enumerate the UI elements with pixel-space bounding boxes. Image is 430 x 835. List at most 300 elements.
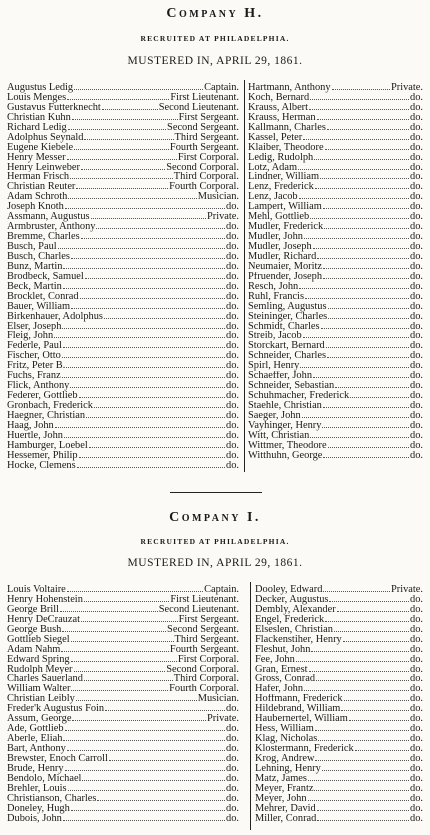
- soldier-rank: do.: [410, 614, 423, 625]
- soldier-name: Fischer, Otto: [7, 351, 61, 362]
- soldier-name: Adam Schroth: [7, 192, 68, 203]
- soldier-rank: Fourth Corporal.: [169, 684, 239, 695]
- roster-row: [255, 645, 423, 655]
- dot-leader: [84, 595, 169, 602]
- roster-row: [248, 351, 423, 361]
- dot-leader: [62, 351, 225, 358]
- dot-leader: [74, 665, 166, 672]
- dot-leader: [86, 411, 225, 418]
- soldier-rank: do.: [410, 132, 423, 143]
- roster-row: [7, 312, 239, 322]
- soldier-name: Haegner, Christian: [7, 410, 86, 421]
- soldier-name: Engel, Frederick: [255, 614, 325, 625]
- soldier-name: Lotz, Adam: [248, 162, 298, 173]
- soldier-rank: Fourth Sergeant.: [169, 142, 239, 153]
- soldier-rank: do.: [410, 391, 423, 401]
- soldier-rank: do.: [226, 351, 239, 362]
- soldier-name: Mehrer, David: [255, 803, 316, 814]
- dot-leader: [55, 421, 225, 428]
- roster-row: [7, 341, 239, 351]
- roster-row: [255, 814, 423, 824]
- soldier-name: Armbruster, Anthony: [7, 222, 96, 233]
- soldier-name: Assmann, Augustus: [7, 212, 90, 223]
- dot-leader: [310, 212, 409, 219]
- dot-leader: [322, 764, 409, 771]
- roster-row: [248, 212, 423, 222]
- roster-row: [7, 451, 239, 461]
- soldier-rank: do.: [226, 281, 239, 292]
- soldier-name: Vayhinger, Henry: [248, 420, 322, 431]
- soldier-name: Neumaier, Moritz: [248, 261, 323, 272]
- roster-row: [7, 351, 239, 361]
- roster-row: [7, 655, 239, 665]
- soldier-rank: do.: [410, 684, 423, 695]
- dot-leader: [315, 724, 409, 731]
- roster-row: [248, 153, 423, 163]
- soldier-name: Meyer, Frantz: [255, 783, 314, 794]
- dot-leader: [337, 605, 409, 612]
- roster-row: [248, 83, 423, 93]
- roster-row: [7, 302, 239, 312]
- soldier-rank: do.: [410, 92, 423, 103]
- roster-row: [7, 123, 239, 133]
- roster-row: [248, 252, 423, 262]
- roster-row: [248, 202, 423, 212]
- soldier-rank: do.: [226, 331, 239, 342]
- soldier-name: Semling, Augustus: [248, 301, 327, 312]
- dot-leader: [68, 123, 166, 130]
- soldier-name: Wittmer, Theodore: [248, 440, 327, 451]
- dot-leader: [68, 784, 225, 791]
- soldier-rank: do.: [410, 232, 423, 242]
- soldier-name: Busch, Charles: [7, 251, 70, 262]
- soldier-name: Brocklet, Conrad: [7, 291, 79, 302]
- soldier-name: Schneider, Sebastian: [248, 381, 335, 392]
- soldier-name: Krauss, Albert: [248, 102, 309, 113]
- soldier-name: Hess, William: [255, 724, 314, 735]
- soldier-name: Dooley, Edward: [255, 585, 323, 595]
- dot-leader: [96, 222, 225, 229]
- soldier-name: Schneider, Charles: [248, 351, 327, 362]
- roster-row: [7, 282, 239, 292]
- roster-row: [248, 103, 423, 113]
- soldier-name: Christian Reuter: [7, 182, 76, 193]
- dot-leader: [355, 744, 409, 751]
- dot-leader: [325, 615, 409, 622]
- dot-leader: [323, 401, 409, 408]
- dot-leader: [308, 774, 409, 781]
- soldier-rank: do.: [410, 281, 423, 292]
- roster-row: [248, 292, 423, 302]
- soldier-name: Henry Leinweber: [7, 162, 80, 173]
- roster-row: [248, 381, 423, 391]
- dot-leader: [304, 684, 409, 691]
- roster-row: [248, 431, 423, 441]
- roster-row: [255, 794, 423, 804]
- roster-row: [7, 714, 239, 724]
- roster-row: [255, 605, 423, 615]
- soldier-rank: Second Lieutenant.: [158, 102, 239, 113]
- soldier-rank: do.: [226, 460, 239, 471]
- roster-row: [248, 282, 423, 292]
- dot-leader: [317, 814, 409, 821]
- soldier-name: Ruhl, Francis: [248, 291, 304, 302]
- company-h-column-divider: [244, 80, 245, 472]
- company-i-right-column: [255, 585, 423, 824]
- roster-row: [255, 714, 423, 724]
- roster-row: [7, 814, 239, 824]
- dot-leader: [63, 341, 225, 348]
- dot-leader: [81, 615, 178, 622]
- soldier-name: Flackenstiher, Henry: [255, 634, 342, 645]
- soldier-name: Miller, Conrad: [255, 813, 317, 824]
- dot-leader: [74, 83, 203, 90]
- roster-row: [7, 222, 239, 232]
- soldier-name: Freder'k Augustus Foin: [7, 704, 105, 715]
- roster-row: [7, 774, 239, 784]
- soldier-name: Streib, Jacob: [248, 331, 302, 342]
- soldier-rank: do.: [410, 634, 423, 645]
- roster-row: [7, 262, 239, 272]
- soldier-rank: do.: [410, 430, 423, 441]
- roster-row: [7, 232, 239, 242]
- dot-leader: [309, 665, 409, 672]
- soldier-rank: Third Corporal.: [173, 674, 239, 685]
- roster-row: [7, 724, 239, 734]
- soldier-name: Gross, Conrad: [255, 674, 316, 685]
- dot-leader: [349, 714, 409, 721]
- soldier-name: Fritz, Peter B.: [7, 361, 66, 372]
- roster-row: [7, 361, 239, 371]
- roster-row: [7, 635, 239, 645]
- dot-leader: [320, 172, 409, 179]
- soldier-name: Fee, John: [255, 654, 295, 665]
- dot-leader: [311, 645, 409, 652]
- soldier-rank: do.: [410, 450, 423, 461]
- roster-row: [255, 674, 423, 684]
- roster-row: [7, 192, 239, 202]
- dot-leader: [91, 212, 206, 219]
- roster-row: [7, 212, 239, 222]
- dot-leader: [67, 585, 203, 592]
- soldier-rank: do.: [226, 222, 239, 233]
- soldier-rank: do.: [410, 704, 423, 715]
- dot-leader: [84, 133, 173, 140]
- soldier-name: Henry Hohenstein: [7, 594, 83, 605]
- soldier-name: Bart, Anthony: [7, 744, 66, 754]
- roster-row: [248, 421, 423, 431]
- soldier-name: Steininger, Charles: [248, 311, 328, 322]
- roster-row: [7, 292, 239, 302]
- soldier-name: Flick, Anthony: [7, 381, 70, 392]
- dot-leader: [327, 351, 409, 358]
- soldier-rank: do.: [410, 753, 423, 764]
- soldier-rank: Private.: [206, 212, 239, 223]
- soldier-name: Fleshut, John: [255, 644, 311, 655]
- soldier-rank: do.: [410, 793, 423, 804]
- company-i-column-divider: [250, 582, 251, 830]
- soldier-rank: do.: [226, 381, 239, 392]
- soldier-rank: do.: [410, 714, 423, 725]
- roster-row: [248, 451, 423, 461]
- soldier-rank: do.: [226, 242, 239, 252]
- dot-leader: [63, 262, 225, 269]
- soldier-rank: do.: [410, 440, 423, 451]
- roster-row: [255, 754, 423, 764]
- soldier-name: Resch, John: [248, 281, 299, 292]
- soldier-name: Christian Leibly: [7, 694, 75, 705]
- soldier-rank: do.: [226, 251, 239, 262]
- soldier-rank: do.: [226, 724, 239, 735]
- soldier-rank: do.: [410, 724, 423, 735]
- roster-row: [7, 163, 239, 173]
- dot-leader: [63, 282, 225, 289]
- soldier-rank: do.: [226, 793, 239, 804]
- soldier-name: Krog, Andrew: [255, 753, 315, 764]
- dot-leader: [329, 595, 409, 602]
- soldier-rank: do.: [410, 734, 423, 744]
- soldier-name: Hocke, Clemens: [7, 460, 76, 471]
- soldier-name: Busch, Paul: [7, 242, 57, 252]
- soldier-rank: First Lieutenant.: [170, 92, 239, 103]
- roster-row: [7, 595, 239, 605]
- soldier-name: Decker, Augustus: [255, 594, 329, 605]
- dot-leader: [68, 192, 196, 199]
- soldier-rank: Musician.: [197, 192, 239, 203]
- roster-row: [248, 411, 423, 421]
- soldier-name: Hamburger, Loebel: [7, 440, 88, 451]
- soldier-rank: do.: [226, 734, 239, 744]
- dot-leader: [341, 704, 409, 711]
- roster-row: [7, 401, 239, 411]
- dot-leader: [322, 421, 409, 428]
- soldier-rank: do.: [410, 381, 423, 392]
- soldier-rank: do.: [410, 242, 423, 252]
- soldier-rank: Third Sergeant.: [174, 132, 239, 143]
- soldier-rank: do.: [226, 401, 239, 411]
- soldier-name: Joseph Knoth: [7, 202, 64, 213]
- roster-row: [248, 391, 423, 401]
- soldier-name: Spirl, Henry: [248, 361, 300, 372]
- dot-leader: [65, 202, 225, 209]
- soldier-rank: do.: [410, 803, 423, 814]
- soldier-rank: Fourth Corporal.: [169, 182, 239, 193]
- dot-leader: [64, 431, 225, 438]
- dot-leader: [71, 252, 225, 259]
- soldier-rank: do.: [226, 291, 239, 302]
- roster-row: [7, 585, 239, 595]
- soldier-rank: do.: [410, 301, 423, 312]
- roster-row: [7, 421, 239, 431]
- dot-leader: [323, 202, 409, 209]
- dot-leader: [303, 133, 409, 140]
- dot-leader: [65, 724, 225, 731]
- roster-row: [255, 764, 423, 774]
- dot-leader: [67, 93, 169, 100]
- soldier-rank: do.: [226, 371, 239, 382]
- soldier-rank: do.: [410, 361, 423, 372]
- roster-row: [7, 133, 239, 143]
- roster-row: [7, 784, 239, 794]
- soldier-name: Fuchs, Franz: [7, 371, 61, 382]
- soldier-rank: Fourth Sergeant.: [169, 644, 239, 655]
- roster-row: [255, 774, 423, 784]
- roster-row: [7, 252, 239, 262]
- soldier-rank: Second Corporal.: [166, 664, 239, 675]
- dot-leader: [310, 93, 409, 100]
- roster-row: [255, 724, 423, 734]
- roster-row: [7, 744, 239, 754]
- soldier-name: Brude, Henry: [7, 763, 64, 774]
- soldier-name: Krauss, Herman: [248, 112, 316, 123]
- dot-leader: [62, 322, 225, 329]
- soldier-rank: do.: [410, 311, 423, 322]
- dot-leader: [344, 694, 409, 701]
- dot-leader: [67, 744, 225, 751]
- dot-leader: [314, 153, 409, 160]
- soldier-rank: do.: [410, 694, 423, 705]
- soldier-name: Matz, James: [255, 773, 307, 784]
- soldier-name: Schuhmacher, Frederick: [248, 391, 350, 401]
- soldier-rank: Private.: [206, 714, 239, 725]
- soldier-name: Schmidt, Charles: [248, 321, 320, 332]
- dot-leader: [323, 451, 409, 458]
- soldier-name: Doneley, Hugh: [7, 803, 70, 814]
- soldier-rank: do.: [226, 704, 239, 715]
- soldier-rank: do.: [410, 162, 423, 173]
- soldier-rank: Captain.: [204, 83, 239, 93]
- soldier-name: Edward Spring: [7, 654, 70, 665]
- dot-leader: [317, 252, 409, 259]
- roster-row: [7, 242, 239, 252]
- soldier-name: Kallmann, Charles: [248, 122, 326, 133]
- dot-leader: [81, 163, 165, 170]
- roster-row: [255, 655, 423, 665]
- dot-leader: [79, 451, 225, 458]
- dot-leader: [85, 272, 225, 279]
- soldier-name: Adam Nahm: [7, 644, 61, 655]
- soldier-name: Bremme, Charles: [7, 232, 80, 242]
- soldier-name: Bunz, Martin: [7, 261, 63, 272]
- soldier-rank: do.: [410, 624, 423, 635]
- soldier-rank: do.: [226, 763, 239, 774]
- soldier-rank: Private.: [390, 83, 423, 93]
- soldier-name: Huertle, John: [7, 430, 63, 441]
- soldier-rank: do.: [410, 212, 423, 223]
- soldier-rank: do.: [410, 813, 423, 824]
- soldier-rank: do.: [410, 202, 423, 213]
- roster-row: [255, 784, 423, 794]
- soldier-rank: do.: [226, 232, 239, 242]
- dot-leader: [315, 754, 409, 761]
- company-h-left-column: [7, 83, 239, 471]
- dot-leader: [302, 411, 409, 418]
- soldier-name: Henry DeCrauzat: [7, 614, 80, 625]
- soldier-rank: do.: [226, 773, 239, 784]
- roster-row: [7, 764, 239, 774]
- soldier-name: Lindner, William: [248, 172, 320, 183]
- dot-leader: [315, 182, 409, 189]
- soldier-name: Hoffmann, Frederick: [255, 694, 343, 705]
- soldier-rank: do.: [410, 122, 423, 133]
- soldier-rank: do.: [410, 410, 423, 421]
- soldier-name: Haag, John: [7, 420, 54, 431]
- roster-row: [7, 625, 239, 635]
- company-h-recruited: RECRUITED AT PHILADELPHIA.: [140, 34, 290, 43]
- roster-row: [248, 322, 423, 332]
- roster-row: [7, 734, 239, 744]
- dot-leader: [63, 814, 225, 821]
- roster-row: [7, 804, 239, 814]
- roster-row: [248, 123, 423, 133]
- soldier-rank: Third Corporal.: [173, 172, 239, 183]
- soldier-name: Elseslen, Christian: [255, 624, 333, 635]
- dot-leader: [105, 704, 225, 711]
- dot-leader: [76, 182, 168, 189]
- soldier-rank: First Sergeant.: [178, 112, 239, 123]
- soldier-name: Dembly, Alexander: [255, 604, 336, 615]
- dot-leader: [71, 684, 168, 691]
- dot-leader: [70, 172, 173, 179]
- soldier-name: Gustavus Futterknecht: [7, 102, 101, 113]
- roster-row: [7, 103, 239, 113]
- dot-leader: [316, 674, 409, 681]
- soldier-rank: do.: [226, 753, 239, 764]
- dot-leader: [318, 734, 409, 741]
- dot-leader: [70, 381, 225, 388]
- dot-leader: [309, 103, 409, 110]
- soldier-name: Haubernertel, William: [255, 714, 348, 725]
- soldier-name: Augustus Ledig: [7, 83, 74, 93]
- roster-row: [248, 93, 423, 103]
- soldier-rank: First Corporal.: [177, 654, 239, 665]
- dot-leader: [334, 625, 409, 632]
- dot-leader: [313, 242, 409, 249]
- roster-row: [248, 113, 423, 123]
- roster-row: [248, 143, 423, 153]
- soldier-rank: do.: [410, 674, 423, 685]
- roster-row: [7, 411, 239, 421]
- dot-leader: [63, 734, 225, 741]
- section-divider: [170, 492, 262, 493]
- dot-leader: [84, 674, 173, 681]
- soldier-rank: Captain.: [204, 585, 239, 595]
- roster-row: [7, 461, 239, 471]
- roster-row: [255, 694, 423, 704]
- soldier-name: Witthuhn, George: [248, 450, 323, 461]
- soldier-name: Mudler, Joseph: [248, 242, 312, 252]
- soldier-rank: do.: [226, 450, 239, 461]
- roster-row: [255, 585, 423, 595]
- dot-leader: [102, 103, 158, 110]
- dot-leader: [94, 401, 225, 408]
- soldier-name: Lenz, Frederick: [248, 182, 314, 193]
- roster-row: [255, 734, 423, 744]
- roster-row: [248, 272, 423, 282]
- roster-row: [7, 93, 239, 103]
- dot-leader: [310, 431, 409, 438]
- soldier-rank: do.: [226, 311, 239, 322]
- soldier-name: George Bush: [7, 624, 62, 635]
- roster-row: [255, 625, 423, 635]
- soldier-rank: do.: [226, 321, 239, 332]
- soldier-rank: Second Sergeant.: [167, 624, 239, 635]
- soldier-name: William Walter: [7, 684, 71, 695]
- dot-leader: [54, 331, 225, 338]
- roster-row: [7, 153, 239, 163]
- roster-row: [7, 202, 239, 212]
- roster-row: [248, 133, 423, 143]
